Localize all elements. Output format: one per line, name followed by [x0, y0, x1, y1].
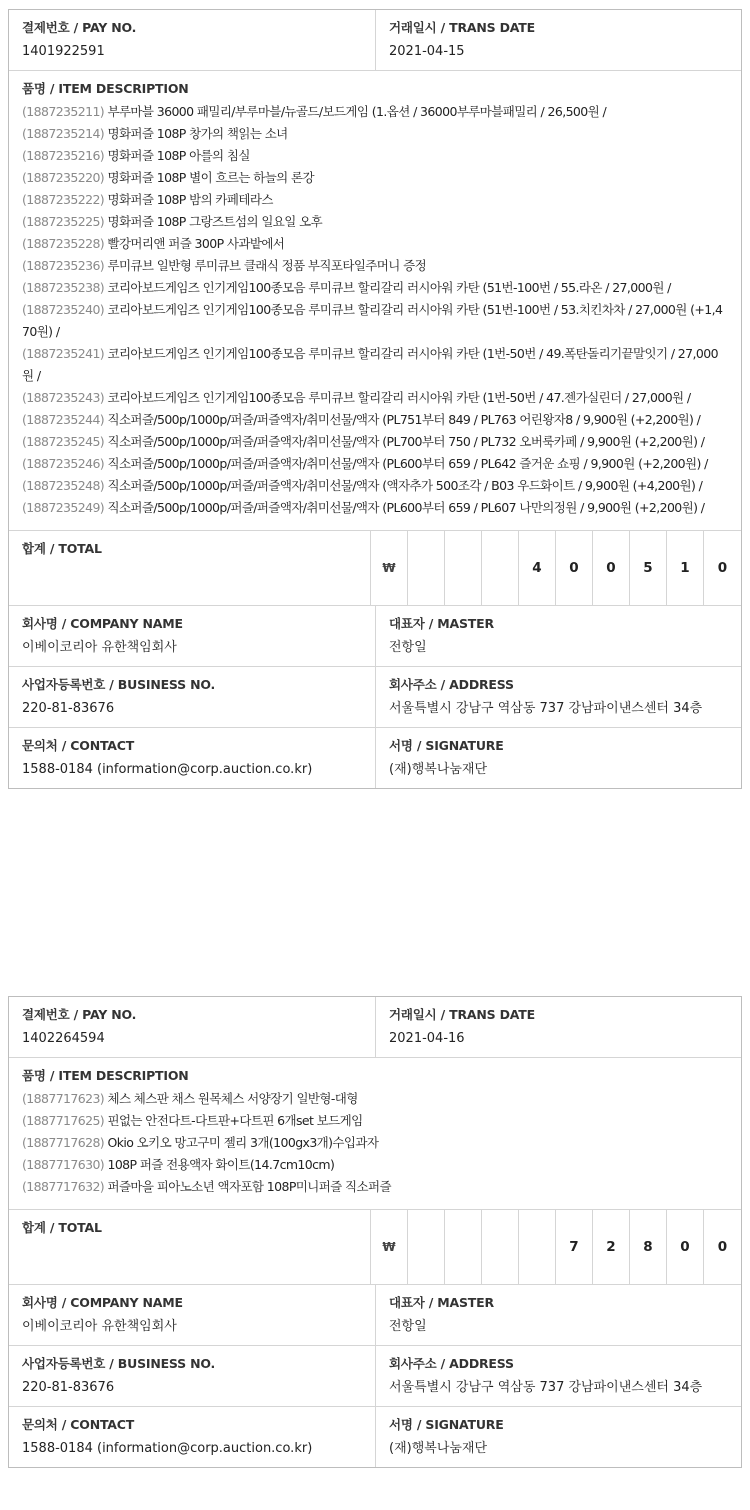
item-code: (1887717630): [22, 1157, 105, 1172]
company-label: 회사명 / COMPANY NAME: [22, 1295, 183, 1310]
item-code: (1887235222): [22, 192, 105, 207]
total-amount-digits: [371, 531, 741, 605]
list-item: [22, 277, 728, 299]
total-label: 합계 / TOTAL: [22, 1220, 102, 1235]
pay-no-value: 1402264594: [22, 1031, 105, 1046]
list-item: [22, 145, 728, 167]
total-digit: 4: [519, 531, 556, 605]
business-no-value: 220-81-83676: [22, 1380, 115, 1395]
list-item: [22, 497, 728, 519]
item-code: (1887235211): [22, 104, 105, 119]
item-text: 빨강머리앤 퍼즐 300P 사과밭에서: [104, 236, 285, 251]
business-row: [9, 1346, 741, 1407]
address-value: 서울특별시 강남구 역삼동 737 강남파이낸스센터 34층: [389, 1380, 703, 1395]
total-row: [9, 1210, 741, 1285]
pay-no-value: 1401922591: [22, 44, 105, 59]
total-digit: [482, 1210, 519, 1284]
item-code: (1887235243): [22, 390, 105, 405]
item-description-cell: [9, 71, 741, 530]
list-item: [22, 101, 728, 123]
business-no-cell: [9, 1346, 376, 1406]
contact-cell: [9, 728, 376, 788]
list-item: [22, 387, 728, 409]
item-code: (1887235245): [22, 434, 105, 449]
contact-row: [9, 1407, 741, 1467]
pay-info-row: [9, 10, 741, 71]
list-item: [22, 453, 728, 475]
total-digit: 2: [593, 1210, 630, 1284]
list-item: [22, 409, 728, 431]
company-cell: [9, 606, 376, 666]
total-digit: [482, 531, 519, 605]
contact-value: 1588-0184 (information@corp.auction.co.kr): [22, 762, 313, 777]
list-item: [22, 255, 728, 277]
master-label: 대표자 / MASTER: [389, 616, 494, 631]
contact-label: 문의처 / CONTACT: [22, 1417, 135, 1432]
business-no-label: 사업자등록번호 / BUSINESS NO.: [22, 1356, 216, 1371]
total-amount-digits: [371, 1210, 741, 1284]
total-digit: 7: [556, 1210, 593, 1284]
item-description-label: 품명 / ITEM DESCRIPTION: [22, 81, 189, 96]
list-item: [22, 475, 728, 497]
item-code: (1887235248): [22, 478, 105, 493]
total-digit: [408, 531, 445, 605]
trans-date-label: 거래일시 / TRANS DATE: [389, 1007, 535, 1022]
receipt-1: [8, 9, 742, 789]
master-cell: [376, 606, 741, 666]
item-text: 직소퍼즐/500p/1000p/퍼즐/퍼즐액자/취미선물/액자 (PL700부터 750 / PL732 오버룩카페 / 9,900원 (+2,200원) /: [104, 434, 705, 449]
business-no-label: 사업자등록번호 / BUSINESS NO.: [22, 677, 216, 692]
item-code: (1887235214): [22, 126, 105, 141]
item-code: (1887717628): [22, 1135, 105, 1150]
company-label: 회사명 / COMPANY NAME: [22, 616, 183, 631]
total-label-cell: [9, 1210, 371, 1284]
trans-date-value: 2021-04-16: [389, 1031, 465, 1046]
item-text: Okio 오키오 망고구미 젤리 3개(100gx3개)수입과자: [104, 1135, 379, 1150]
item-description-row: [9, 71, 741, 531]
item-text: 코리아보드게임즈 인기게임100종모음 루미큐브 할리갈리 러시아워 카탄 (1번-50번 / 49.폭탄돌리기끝말잇기 / 27,000원 /: [22, 346, 718, 383]
currency-symbol: ₩: [371, 531, 408, 605]
signature-cell: [376, 728, 741, 788]
item-text: 부루마블 36000 패밀리/부루마블/뉴골드/보드게임 (1.옵션 / 36000부루마블패밀리 / 26,500원 /: [104, 104, 607, 119]
total-digit: 0: [717, 1239, 728, 1255]
list-item: [22, 211, 728, 233]
receipt-2: [8, 996, 742, 1468]
total-label-cell: [9, 531, 371, 605]
list-item: [22, 299, 728, 343]
item-text: 명화퍼즐 108P 아를의 침실: [104, 148, 250, 163]
total-digit: 0: [667, 1210, 704, 1284]
signature-value: (재)행복나눔재단: [389, 762, 488, 777]
pay-no-label: 결제번호 / PAY NO.: [22, 20, 137, 35]
trans-date-cell: [376, 10, 741, 70]
total-digit: 1: [667, 531, 704, 605]
item-code: (1887235225): [22, 214, 105, 229]
item-code: (1887235220): [22, 170, 105, 185]
total-digit: 0: [717, 560, 728, 576]
pay-info-row: [9, 997, 741, 1058]
item-code: (1887235240): [22, 302, 105, 317]
address-value: 서울특별시 강남구 역삼동 737 강남파이낸스센터 34층: [389, 701, 703, 716]
item-description-row: [9, 1058, 741, 1210]
pay-no-cell: [9, 997, 376, 1057]
contact-value: 1588-0184 (information@corp.auction.co.kr): [22, 1441, 313, 1456]
item-text: 직소퍼즐/500p/1000p/퍼즐/퍼즐액자/취미선물/액자 (PL600부터 659 / PL642 즐거운 쇼핑 / 9,900원 (+2,200원) /: [104, 456, 708, 471]
list-item: [22, 189, 728, 211]
company-row: [9, 1285, 741, 1346]
item-text: 핀없는 안전다트-다트판+다트핀 6개set 보드게임: [104, 1113, 363, 1128]
company-cell: [9, 1285, 376, 1345]
item-code: (1887235246): [22, 456, 105, 471]
list-item: [22, 431, 728, 453]
total-label: 합계 / TOTAL: [22, 541, 102, 556]
contact-label: 문의처 / CONTACT: [22, 738, 135, 753]
total-digit: 8: [630, 1210, 667, 1284]
item-code: (1887717632): [22, 1179, 105, 1194]
list-item: [22, 1110, 391, 1132]
item-text: 퍼즐마을 피아노소년 액자포함 108P미니퍼즐 직소퍼즐: [104, 1179, 391, 1194]
master-cell: [376, 1285, 741, 1345]
list-item: [22, 1132, 391, 1154]
item-text: 명화퍼즐 108P 별이 흐르는 하늘의 론강: [104, 170, 314, 185]
total-row: [9, 531, 741, 606]
list-item: [22, 123, 728, 145]
item-text: 직소퍼즐/500p/1000p/퍼즐/퍼즐액자/취미선물/액자 (액자추가 500조각 / B03 우드화이트 / 9,900원 (+4,200원) /: [104, 478, 703, 493]
item-code: (1887235244): [22, 412, 105, 427]
item-description-cell: [9, 1058, 404, 1209]
item-text: 명화퍼즐 108P 창가의 책읽는 소녀: [104, 126, 288, 141]
item-code: (1887235241): [22, 346, 105, 361]
item-text: 코리아보드게임즈 인기게임100종모음 루미큐브 할리갈리 러시아워 카탄 (51번-100번 / 53.치킨차차 / 27,000원 (+1,470원) /: [22, 302, 723, 339]
trans-date-cell: [376, 997, 741, 1057]
list-item: [22, 233, 728, 255]
company-value: 이베이코리아 유한책임회사: [22, 640, 177, 655]
total-digit: 0: [556, 531, 593, 605]
signature-value: (재)행복나눔재단: [389, 1441, 488, 1456]
address-label: 회사주소 / ADDRESS: [389, 677, 514, 692]
trans-date-value: 2021-04-15: [389, 44, 465, 59]
total-digit: [445, 531, 482, 605]
business-row: [9, 667, 741, 728]
trans-date-label: 거래일시 / TRANS DATE: [389, 20, 535, 35]
master-label: 대표자 / MASTER: [389, 1295, 494, 1310]
item-text: 코리아보드게임즈 인기게임100종모음 루미큐브 할리갈리 러시아워 카탄 (51번-100번 / 55.라온 / 27,000원 /: [104, 280, 671, 295]
business-no-value: 220-81-83676: [22, 701, 115, 716]
item-code: (1887717623): [22, 1091, 105, 1106]
total-digit: 5: [630, 531, 667, 605]
item-text: 직소퍼즐/500p/1000p/퍼즐/퍼즐액자/취미선물/액자 (PL751부터 849 / PL763 어린왕자8 / 9,900원 (+2,200원) /: [104, 412, 701, 427]
item-text: 명화퍼즐 108P 그랑즈트섬의 일요일 오후: [104, 214, 323, 229]
address-label: 회사주소 / ADDRESS: [389, 1356, 514, 1371]
pay-no-cell: [9, 10, 376, 70]
signature-label: 서명 / SIGNATURE: [389, 738, 504, 753]
item-text: 직소퍼즐/500p/1000p/퍼즐/퍼즐액자/취미선물/액자 (PL600부터 659 / PL607 나만의정원 / 9,900원 (+2,200원) /: [104, 500, 705, 515]
total-digit: [519, 1210, 556, 1284]
item-text: 108P 퍼즐 전용액자 화이트(14.7cm10cm): [104, 1157, 335, 1172]
item-text: 루미큐브 일반형 루미큐브 클래식 정품 부직포타일주머니 증정: [104, 258, 427, 273]
item-code: (1887717625): [22, 1113, 105, 1128]
master-value: 전항일: [389, 1319, 427, 1334]
item-code: (1887235249): [22, 500, 105, 515]
item-text: 체스 체스판 채스 원목체스 서양장기 일반형-대형: [104, 1091, 358, 1106]
list-item: [22, 343, 728, 387]
business-no-cell: [9, 667, 376, 727]
item-code: (1887235228): [22, 236, 105, 251]
total-digit: [445, 1210, 482, 1284]
item-code: (1887235238): [22, 280, 105, 295]
contact-row: [9, 728, 741, 788]
item-text: 명화퍼즐 108P 밤의 카페테라스: [104, 192, 273, 207]
address-cell: [376, 1346, 741, 1406]
address-cell: [376, 667, 741, 727]
list-item: [22, 167, 728, 189]
list-item: [22, 1088, 391, 1110]
item-code: (1887235236): [22, 258, 105, 273]
total-digit: 0: [593, 531, 630, 605]
contact-cell: [9, 1407, 376, 1467]
item-code: (1887235216): [22, 148, 105, 163]
company-value: 이베이코리아 유한책임회사: [22, 1319, 177, 1334]
signature-cell: [376, 1407, 741, 1467]
list-item: [22, 1154, 391, 1176]
total-digit: [408, 1210, 445, 1284]
item-list: [22, 1088, 391, 1198]
company-row: [9, 606, 741, 667]
pay-no-label: 결제번호 / PAY NO.: [22, 1007, 137, 1022]
currency-symbol: ₩: [371, 1210, 408, 1284]
item-list: [22, 101, 728, 519]
item-text: 코리아보드게임즈 인기게임100종모음 루미큐브 할리갈리 러시아워 카탄 (1번-50번 / 47.젠가실린더 / 27,000원 /: [104, 390, 691, 405]
list-item: [22, 1176, 391, 1198]
signature-label: 서명 / SIGNATURE: [389, 1417, 504, 1432]
item-description-label: 품명 / ITEM DESCRIPTION: [22, 1068, 189, 1083]
master-value: 전항일: [389, 640, 427, 655]
